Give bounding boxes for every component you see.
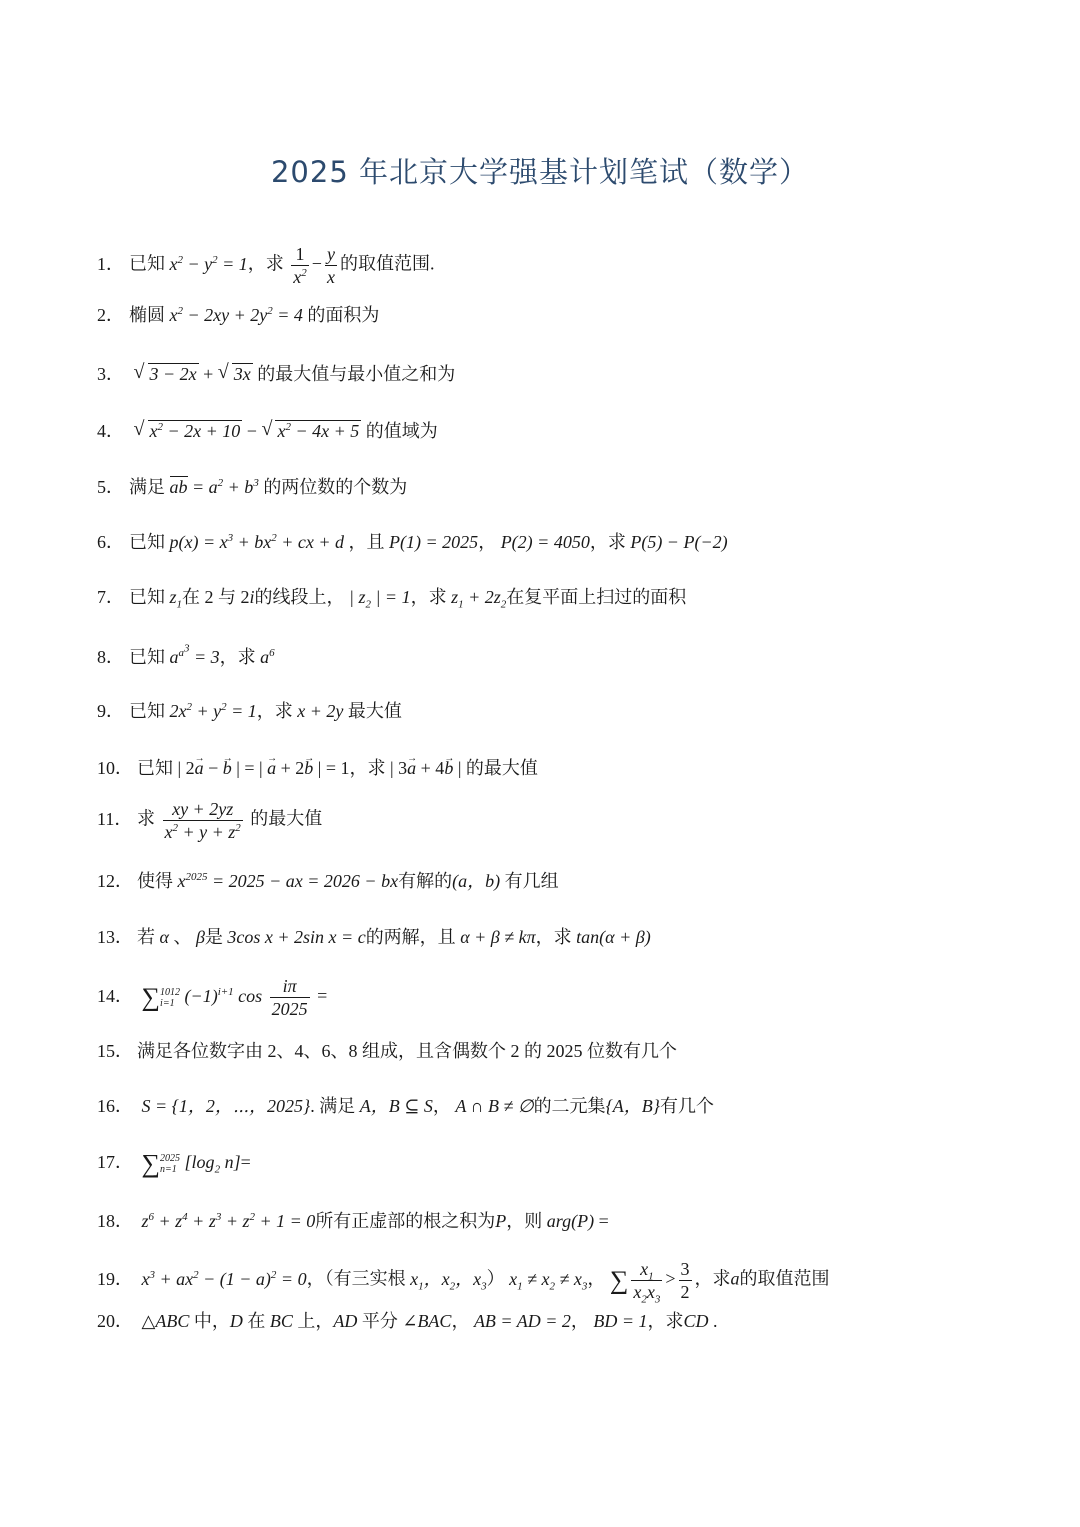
math-expr: i bbox=[249, 587, 255, 607]
question-text: 已知 bbox=[129, 253, 165, 274]
question-number: 12． bbox=[97, 871, 133, 891]
math-expr: S = {1，2，⋯，2025} bbox=[141, 1096, 311, 1116]
math-expr: $(-1)^{i+1}$ cos bbox=[184, 985, 263, 1006]
question-number: 13． bbox=[97, 927, 133, 947]
math-expr: {A，B} bbox=[605, 1096, 660, 1116]
math-expr: | 3a → + 4b → | bbox=[390, 758, 461, 778]
question-text: ， bbox=[432, 1096, 451, 1116]
question-text: 的面积为 bbox=[307, 305, 380, 325]
question-4: 4． √ $x^2 - 2x + 10$ − √ $x^2 - 4x + 5$ 的值域为 bbox=[97, 418, 997, 444]
sqrt-expr: √ $x^2 - 4x + 5$ bbox=[261, 418, 361, 444]
question-text: ，求 bbox=[410, 587, 447, 607]
page-title: 2025 年北京大学强基计划笔试（数学） bbox=[270, 155, 810, 189]
question-text: 在 2 与 2 bbox=[182, 587, 250, 607]
math-expr: α + β ≠ kπ bbox=[460, 927, 536, 947]
question-number: 20． bbox=[97, 1311, 133, 1331]
question-text: ，求 bbox=[647, 1311, 684, 1331]
question-text: 已知 bbox=[129, 701, 165, 721]
question-text: = bbox=[240, 1152, 251, 1172]
math-expr: $p(x) = x^3 + bx^2$ + cx + d bbox=[169, 532, 345, 552]
math-expr: | 2a → − b → | = | a → + 2b → | = 1 bbox=[178, 758, 350, 778]
question-2 bbox=[97, 302, 997, 328]
question-text: ，求 bbox=[535, 927, 572, 947]
question-9 bbox=[97, 698, 997, 724]
sum-limits: 1012 i=1 bbox=[160, 986, 181, 1009]
question-text: ，求 bbox=[219, 647, 256, 667]
math-expr: $z_1 + 2z_2$ bbox=[451, 587, 507, 611]
math-expr: ∠BAC bbox=[402, 1311, 452, 1331]
question-text: ，求 bbox=[247, 253, 284, 274]
math-expr: P bbox=[495, 1211, 507, 1231]
question-text: ，求 bbox=[694, 1268, 731, 1289]
question-number: 14． bbox=[97, 985, 133, 1006]
math-expr: A ∩ B ≠ ∅ bbox=[455, 1096, 534, 1116]
question-13 bbox=[97, 924, 997, 950]
fraction: $\frac{3}{2}$ bbox=[680, 1259, 690, 1302]
math-expr: BC bbox=[269, 1311, 293, 1331]
math-expr: A，B ⊆ S bbox=[359, 1096, 433, 1116]
question-text: ，且 bbox=[348, 532, 385, 552]
question-text: 的最大值 bbox=[250, 808, 323, 829]
question-text: ， bbox=[587, 1268, 606, 1289]
question-text: 的两位数的个数为 bbox=[263, 477, 408, 497]
question-20 bbox=[97, 1308, 997, 1334]
question-text: = bbox=[598, 1211, 609, 1231]
question-text: . bbox=[713, 1311, 718, 1331]
math-expr: D bbox=[229, 1311, 243, 1331]
question-text: 的二元集 bbox=[533, 1096, 606, 1116]
math-expr: P(2) = 4050 bbox=[500, 532, 590, 552]
question-text: ， bbox=[570, 1311, 589, 1331]
question-text: 平分 bbox=[361, 1311, 398, 1331]
question-text: 所有正虚部的根之积为 bbox=[315, 1211, 496, 1231]
math-expr: arg(P) bbox=[546, 1211, 595, 1231]
question-text: 已知 bbox=[129, 532, 165, 552]
fraction: $\frac{i\pi}{2025}$ bbox=[271, 976, 308, 1019]
question-number: 11． bbox=[97, 808, 133, 829]
question-number: 3． bbox=[97, 364, 124, 384]
question-text: 已知 bbox=[129, 647, 165, 667]
question-8 bbox=[97, 644, 997, 670]
question-text: 椭圆 bbox=[129, 305, 165, 325]
question-text: . 满足 bbox=[310, 1096, 356, 1116]
question-number: 2． bbox=[97, 305, 124, 325]
math-expr: (a，b) bbox=[452, 871, 501, 891]
question-text: 若 bbox=[137, 927, 155, 947]
math-expr: | $z_2$ | = 1 bbox=[349, 587, 411, 611]
question-number: 8． bbox=[97, 647, 124, 667]
math-expr: $x_1$，$x_2$，$x_3$ bbox=[410, 1268, 487, 1293]
fraction: $\frac{y}{x}$ bbox=[326, 244, 335, 287]
question-number: 1． bbox=[97, 253, 124, 274]
math-expr: a bbox=[730, 1268, 740, 1289]
question-text: 的取值范围 bbox=[739, 1268, 830, 1289]
question-text: 已知 bbox=[129, 587, 165, 607]
sum-symbol: ∑ bbox=[141, 1148, 161, 1178]
question-16 bbox=[97, 1093, 997, 1119]
question-number: 7． bbox=[97, 587, 124, 607]
math-expr: $z^6 + z^4 + z^3 + z^2 + 1 = 0$ bbox=[141, 1211, 316, 1231]
question-text: ，则 bbox=[506, 1211, 543, 1231]
fraction: $\frac{xy + 2yz}{x^2 + y + z^2}$ bbox=[164, 799, 241, 842]
question-number: 15． bbox=[97, 1041, 133, 1061]
question-text: 最大值 bbox=[347, 701, 402, 721]
question-text: 在 bbox=[247, 1311, 266, 1331]
sqrt-expr: √ $x^2 - 2x + 10$ bbox=[134, 418, 243, 444]
math-expr: tan(α + β) bbox=[576, 927, 651, 947]
question-15 bbox=[97, 1038, 997, 1064]
question-text: 的取值范围. bbox=[339, 253, 435, 274]
question-18 bbox=[97, 1208, 997, 1234]
question-text: 、 bbox=[173, 927, 192, 947]
question-text: 是 bbox=[204, 927, 223, 947]
question-number: 17． bbox=[97, 1152, 133, 1172]
question-text: 满足 bbox=[129, 477, 165, 497]
question-number: 16． bbox=[97, 1096, 133, 1116]
math-expr: △ABC bbox=[141, 1311, 190, 1331]
math-expr: $x_1 \ne x_2 \ne x_3$ bbox=[509, 1268, 588, 1293]
math-expr: $x^2 - y^2 = 1$ bbox=[169, 253, 248, 274]
question-text: 的值域为 bbox=[365, 421, 438, 441]
math-expr: ab = $a^2 + b^3$ bbox=[169, 477, 259, 497]
question-text: 使得 bbox=[137, 871, 173, 891]
question-14 bbox=[97, 975, 997, 1020]
question-7 bbox=[97, 584, 997, 610]
sum-symbol: ∑ bbox=[609, 1265, 629, 1295]
question-text: ，（有三实根 bbox=[306, 1268, 406, 1289]
sum-limits: 2025 n=1 bbox=[160, 1152, 181, 1175]
math-expr: α bbox=[159, 927, 169, 947]
math-expr: CD bbox=[683, 1311, 709, 1331]
sqrt-expr: √ 3 − 2x bbox=[134, 361, 199, 387]
math-expr: $x^2 - 2xy + 2y^2 = 4$ bbox=[169, 305, 303, 325]
question-text: 已知 bbox=[137, 758, 173, 778]
sqrt-expr: √ 3x bbox=[218, 361, 253, 387]
question-10 bbox=[97, 755, 997, 781]
question-text: ，求 bbox=[256, 701, 293, 721]
question-text: ） bbox=[486, 1268, 505, 1289]
math-expr: x + 2y bbox=[297, 701, 344, 721]
question-text: 的最大值与最小值之和为 bbox=[257, 364, 456, 384]
math-expr: $x^3 + ax^2 - (1 - a)^2 = 0$ bbox=[141, 1268, 307, 1289]
question-text: 的最大值 bbox=[465, 758, 538, 778]
question-text: 的线段上， bbox=[254, 587, 345, 607]
question-text: 有几个 bbox=[659, 1096, 714, 1116]
question-text: ，求 bbox=[349, 758, 386, 778]
question-3: 3． √ 3 − 2x + √ 3x 的最大值与最小值之和为 bbox=[97, 361, 997, 387]
question-text: ， bbox=[451, 1311, 470, 1331]
question-number: 5． bbox=[97, 477, 124, 497]
question-text: 在复平面上扫过的面积 bbox=[506, 587, 687, 607]
question-number: 9． bbox=[97, 701, 124, 721]
math-expr: β bbox=[195, 927, 205, 947]
question-number: 18． bbox=[97, 1211, 133, 1231]
fraction: $\frac{1}{x^2}$ bbox=[293, 244, 307, 287]
fraction: $\frac{x_1}{x_2x_3}$ bbox=[633, 1259, 661, 1306]
question-11 bbox=[97, 798, 997, 843]
question-number: 6． bbox=[97, 532, 124, 552]
question-text: 有几组 bbox=[504, 871, 559, 891]
question-text: 的两解，且 bbox=[365, 927, 456, 947]
math-expr: 3cos x + 2sin x = c bbox=[227, 927, 366, 947]
math-expr: BD = 1 bbox=[593, 1311, 648, 1331]
question-text: ，求 bbox=[589, 532, 626, 552]
math-expr: $z_1$ bbox=[169, 587, 183, 611]
question-text: = bbox=[317, 985, 328, 1006]
question-text: 满足各位数字由 2、4、6、8 组成，且含偶数个 2 的 2025 位数有几个 bbox=[137, 1041, 677, 1061]
math-expr: $x^{2025} = 2025$ − ax = 2026 − bx bbox=[177, 871, 399, 891]
math-expr: $a^{a^3} = 3$ bbox=[169, 642, 220, 667]
question-number: 19． bbox=[97, 1268, 133, 1289]
math-expr: [$\log_2$ n] bbox=[184, 1152, 241, 1176]
question-number: 10． bbox=[97, 758, 133, 778]
question-text: 有解的 bbox=[398, 871, 453, 891]
math-expr: AB = AD = 2 bbox=[473, 1311, 571, 1331]
question-text: 求 bbox=[137, 808, 155, 829]
question-1: 1． 已知 $x^2 - y^2 = 1$，求 $\frac{1}{x^2}$ − $\frac{y}{x}$ 的取值范围. bbox=[97, 244, 435, 287]
question-19: 19． $x^3 + ax^2 - (1 - a)^2 = 0$，（有三实根 $x_1$，$x_2$，$x_3$） $x_1 \ne x_2 \ne x_3$， ∑ $\frac{x_1}{x_2x_3}$ > $\frac{3}{2}$ ，求a的取值范围 bbox=[97, 1259, 830, 1306]
question-17 bbox=[97, 1149, 997, 1177]
sum-symbol: ∑ bbox=[141, 982, 161, 1012]
question-number: 4． bbox=[97, 421, 124, 441]
math-expr: $a^6$ bbox=[260, 647, 275, 667]
question-5 bbox=[97, 474, 997, 500]
math-expr: P(1) = 2025 bbox=[389, 532, 479, 552]
question-text: 上， bbox=[297, 1311, 334, 1331]
question-12 bbox=[97, 868, 997, 894]
math-expr: $2x^2 + y^2 = 1$ bbox=[169, 701, 257, 721]
math-expr: AD bbox=[333, 1311, 358, 1331]
question-6 bbox=[97, 529, 997, 555]
math-expr: P(5) − P(−2) bbox=[630, 532, 728, 552]
question-text: ， bbox=[478, 532, 497, 552]
question-text: 中， bbox=[193, 1311, 230, 1331]
